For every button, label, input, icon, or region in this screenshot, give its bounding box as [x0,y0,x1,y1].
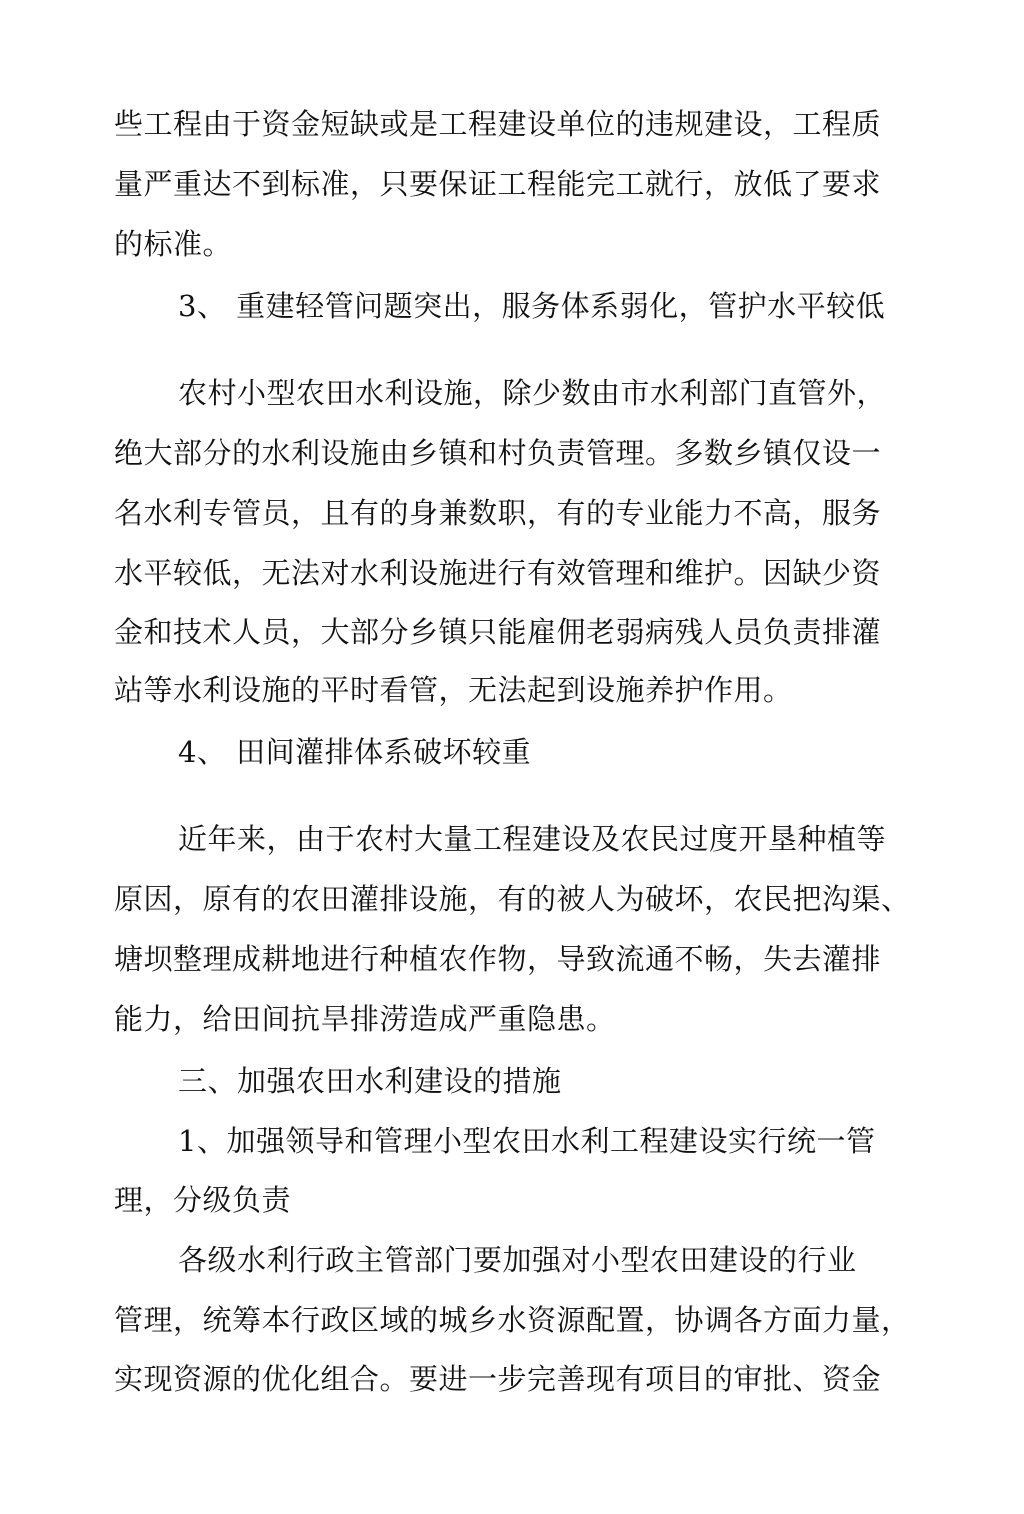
text-line: 农村小型农田水利设施，除少数由市水利部门直管外， [178,376,887,410]
text-line: 金和技术人员，大部分乡镇只能雇佣老弱病残人员负责排灌 [114,615,882,649]
section-heading: 理，分级负责 [114,1183,292,1217]
text-line: 管理，统筹本行政区域的城乡水资源配置，协调各方面力量， [114,1303,911,1337]
text-line: 能力，给田间抗旱排涝造成严重隐患。 [114,1002,616,1036]
text-line: 名水利专管员，且有的身兼数职，有的专业能力不高，服务 [114,496,882,530]
text-line: 近年来，由于农村大量工程建设及农民过度开垦种植等 [178,822,887,856]
text-line: 绝大部分的水利设施由乡镇和村负责管理。多数乡镇仅设一 [114,436,882,470]
section-heading: 1、加强领导和管理小型农田水利工程建设实行统一管 [178,1124,876,1158]
section-heading: 3、 重建轻管问题突出，服务体系弱化，管护水平较低 [178,289,886,323]
text-line: 站等水利设施的平时看管，无法起到设施养护作用。 [114,673,793,707]
text-line: 原因，原有的农田灌排设施，有的被人为破坏，农民把沟渠、 [114,882,911,916]
text-line: 塘坝整理成耕地进行种植农作物，导致流通不畅，失去灌排 [114,942,882,976]
section-heading: 三、加强农田水利建设的措施 [178,1064,562,1098]
text-line: 各级水利行政主管部门要加强对小型农田建设的行业 [178,1243,857,1277]
section-heading: 4、 田间灌排体系破坏较重 [178,735,532,769]
text-line: 的标准。 [114,227,233,261]
text-line: 实现资源的优化组合。要进一步完善现有项目的审批、资金 [114,1362,882,1396]
text-line: 些工程由于资金短缺或是工程建设单位的违规建设，工程质 [114,107,882,141]
text-line: 量严重达不到标准，只要保证工程能完工就行，放低了要求 [114,167,882,201]
text-line: 水平较低，无法对水利设施进行有效管理和维护。因缺少资 [114,556,882,590]
